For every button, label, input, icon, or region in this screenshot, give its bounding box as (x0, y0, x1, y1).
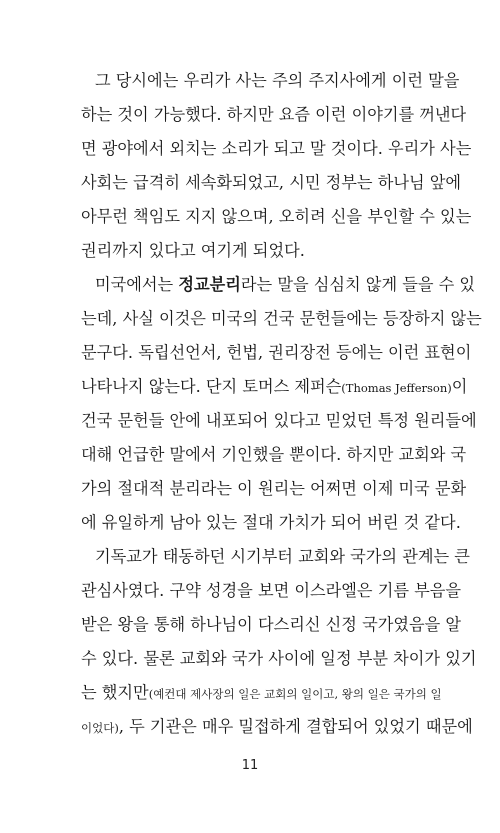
text-line: 문구다. 독립선언서, 헌법, 권리장전 등에는 이런 표현이 (81, 343, 472, 362)
text-line (81, 710, 473, 744)
text-line: 건국 문헌들 안에 내포되어 있다고 믿었던 특정 원리들에 (81, 411, 477, 430)
emphasized-term: 정교분리 (178, 275, 241, 294)
text-line: 면 광야에서 외치는 소리가 되고 말 것이다. 우리가 사는 (81, 139, 472, 158)
text-line: 는데, 사실 이것은 미국의 건국 문헌들에는 등장하지 않는 (81, 309, 482, 328)
text-line: 관심사였다. 구약 성경을 보면 이스라엘은 기름 부음을 (81, 581, 462, 600)
text-line (81, 676, 442, 710)
text-run: 는 했지만 (81, 683, 149, 702)
text-line: 하는 것이 가능했다. 하지만 요즘 이런 이야기를 꺼낸다 (81, 105, 467, 124)
parenthetical-note: (Thomas Jefferson) (341, 381, 452, 395)
text-line: 수 있다. 물론 교회와 국가 사이에 일정 부분 차이가 있기 (81, 649, 477, 668)
text-line: 기독교가 태동하던 시기부터 교회와 국가의 관계는 큰 (95, 547, 470, 566)
text-run: , 두 기관은 매우 밀접하게 결합되어 있었기 때문에 (118, 717, 473, 736)
text-line (81, 370, 468, 404)
text-run: 라는 말을 심심치 않게 들을 수 있 (240, 275, 476, 294)
text-line: 가의 절대적 분리라는 이 원리는 어쩌면 이제 미국 문화 (81, 479, 467, 498)
parenthetical-note: (예컨대 제사장의 일은 교회의 일이고, 왕의 일은 국가의 일 (148, 687, 442, 701)
text-line: 그 당시에는 우리가 사는 주의 주지사에게 이런 말을 (95, 71, 460, 90)
text-line: 아무런 책임도 지지 않으며, 오히려 신을 부인할 수 있는 (81, 207, 472, 226)
text-line: 받은 왕을 통해 하나님이 다스리신 신정 국가였음을 알 (81, 615, 462, 634)
page-number: 11 (241, 758, 259, 773)
body-text (81, 64, 482, 744)
parenthetical-note: 이었다) (81, 721, 119, 735)
text-run: 나타나지 않는다. 단지 토머스 제퍼슨 (81, 377, 342, 396)
text-line (81, 268, 476, 302)
text-line: 사회는 급격히 세속화되었고, 시민 정부는 하나님 앞에 (81, 173, 462, 192)
text-run: 미국에서는 (95, 275, 179, 294)
text-run: 이 (451, 377, 468, 396)
text-line: 권리까지 있다고 여기게 되었다. (81, 241, 305, 260)
text-line: 대해 언급한 말에서 기인했을 뿐이다. 하지만 교회와 국 (81, 445, 467, 464)
text-line: 에 유일하게 남아 있는 절대 가치가 되어 버린 것 같다. (81, 513, 461, 532)
